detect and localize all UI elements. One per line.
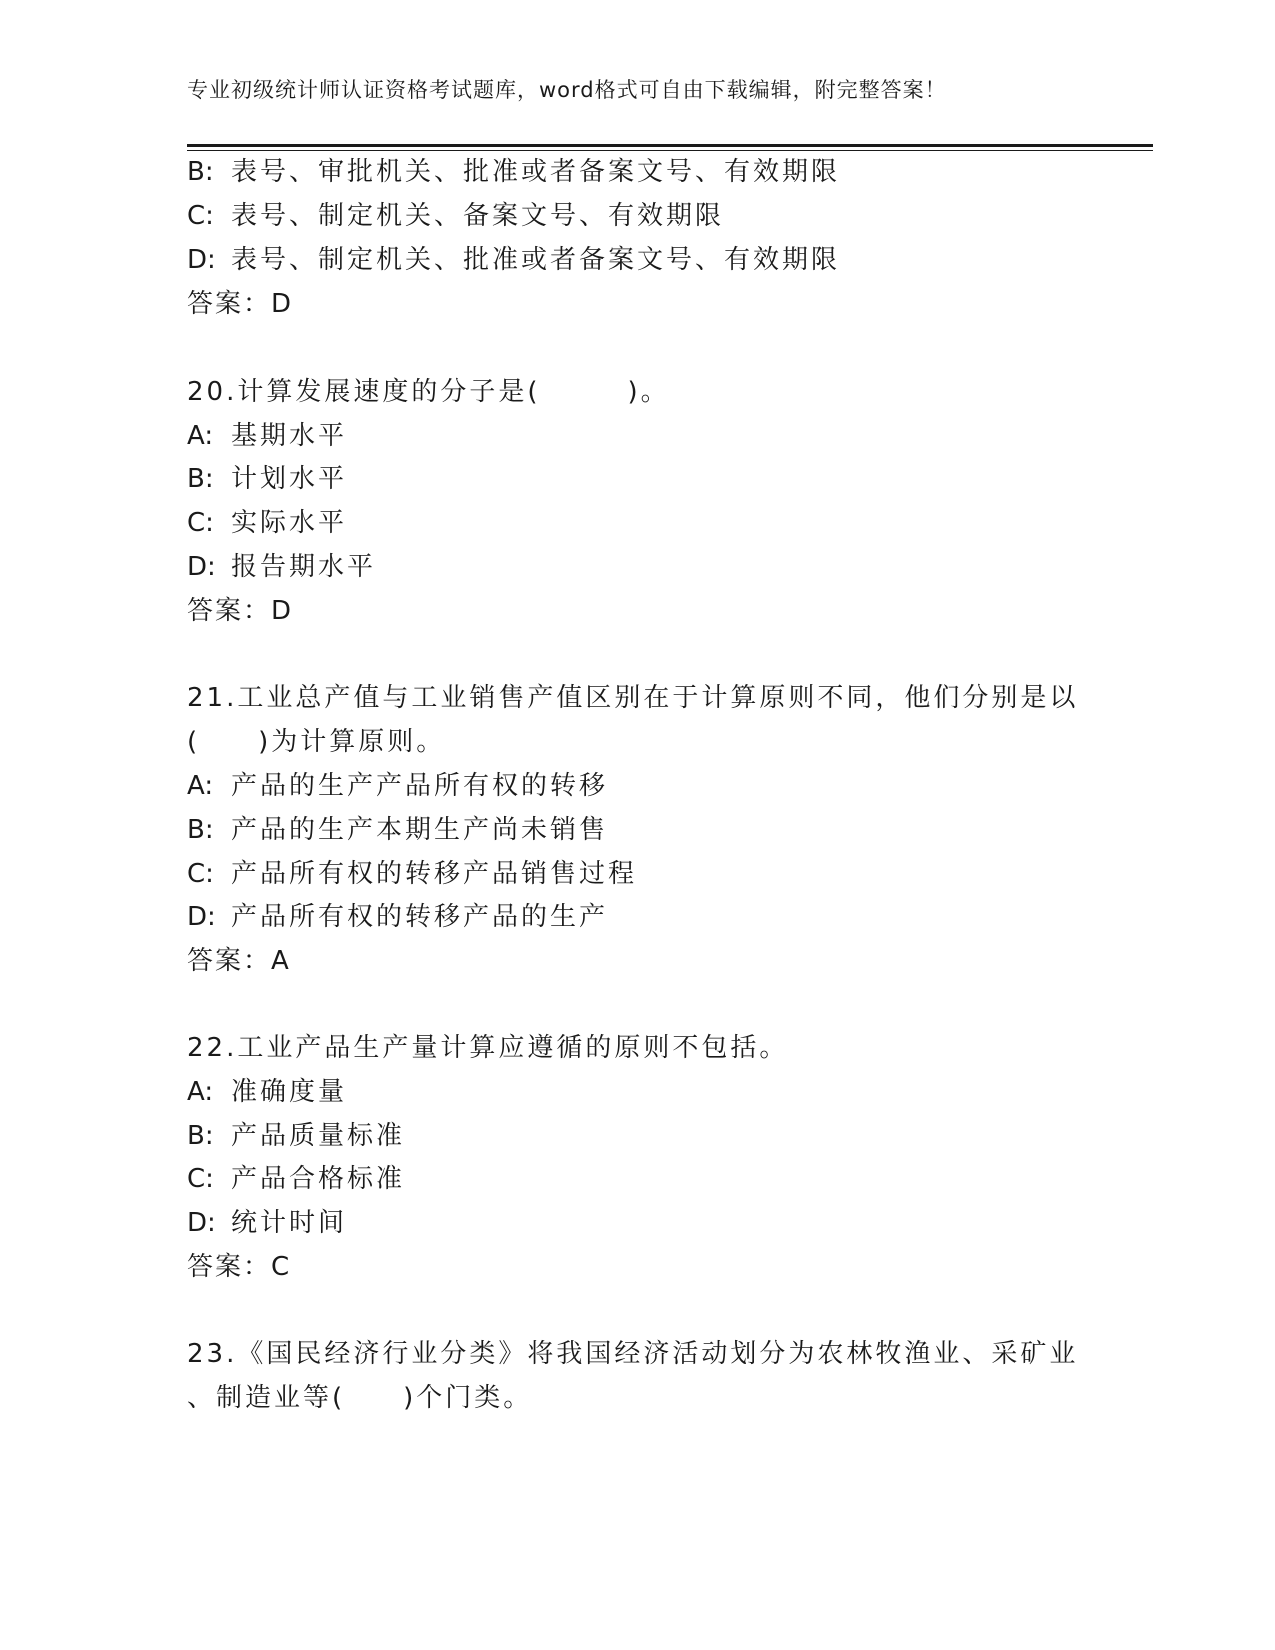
option-key: A: bbox=[187, 421, 214, 451]
q23-question-line1: 23.《国民经济行业分类》将我国经济活动划分为农林牧渔业、采矿业 bbox=[187, 1339, 1079, 1369]
option-key: B: bbox=[187, 157, 214, 187]
q21-question-line1: 21.工业总产值与工业销售产值区别在于计算原则不同，他们分别是以 bbox=[187, 683, 1079, 713]
q21-option-a bbox=[187, 770, 608, 802]
option-text: 表号、制定机关、批准或者备案文号、有效期限 bbox=[231, 245, 841, 275]
q21-question-line2: ( )为计算原则。 bbox=[187, 727, 446, 757]
option-key: A: bbox=[187, 771, 214, 801]
option-key: C: bbox=[187, 859, 214, 889]
option-text: 表号、制定机关、备案文号、有效期限 bbox=[231, 201, 725, 231]
q19-option-d bbox=[187, 244, 840, 276]
option-text: 报告期水平 bbox=[231, 552, 377, 582]
q23-question-line2: 、制造业等( )个门类。 bbox=[187, 1383, 533, 1413]
header-rule-thin bbox=[187, 150, 1153, 151]
option-key: D: bbox=[187, 1208, 216, 1238]
option-text: 实际水平 bbox=[231, 508, 348, 538]
option-key: B: bbox=[187, 815, 214, 845]
option-key: A: bbox=[187, 1077, 214, 1107]
option-text: 基期水平 bbox=[231, 421, 348, 451]
option-text: 产品的生产本期生产尚未销售 bbox=[231, 815, 609, 845]
option-text: 统计时间 bbox=[231, 1208, 348, 1238]
option-key: D: bbox=[187, 902, 216, 932]
q20-answer: 答案：D bbox=[187, 596, 294, 626]
option-key: C: bbox=[187, 508, 214, 538]
option-key: B: bbox=[187, 1121, 214, 1151]
page-header: 专业初级统计师认证资格考试题库，word格式可自由下载编辑，附完整答案！ bbox=[187, 78, 947, 102]
option-key: B: bbox=[187, 464, 214, 494]
option-text: 表号、审批机关、批准或者备案文号、有效期限 bbox=[231, 157, 841, 187]
q21-option-d bbox=[187, 901, 608, 933]
q22-option-b bbox=[187, 1120, 405, 1152]
q21-option-b bbox=[187, 814, 608, 846]
option-text: 产品所有权的转移产品销售过程 bbox=[231, 859, 638, 889]
q19-answer: 答案：D bbox=[187, 289, 294, 319]
q19-option-b bbox=[187, 156, 840, 188]
q20-option-d bbox=[187, 551, 376, 583]
option-text: 产品质量标准 bbox=[231, 1121, 406, 1151]
q21-answer: 答案：A bbox=[187, 946, 291, 976]
q22-option-c bbox=[187, 1163, 405, 1195]
q22-answer: 答案：C bbox=[187, 1252, 292, 1282]
option-text: 产品所有权的转移产品的生产 bbox=[231, 902, 609, 932]
q20-option-a bbox=[187, 420, 347, 452]
q21-option-c bbox=[187, 858, 637, 890]
q20-option-b bbox=[187, 463, 347, 495]
q20-option-c bbox=[187, 507, 347, 539]
option-key: D: bbox=[187, 245, 216, 275]
header-rule-thick bbox=[187, 144, 1153, 147]
option-text: 计划水平 bbox=[231, 464, 348, 494]
option-key: C: bbox=[187, 1164, 214, 1194]
option-text: 准确度量 bbox=[231, 1077, 348, 1107]
q19-option-c bbox=[187, 200, 724, 232]
q20-question: 20.计算发展速度的分子是( )。 bbox=[187, 377, 670, 407]
option-text: 产品合格标准 bbox=[231, 1164, 406, 1194]
option-key: D: bbox=[187, 552, 216, 582]
option-text: 产品的生产产品所有权的转移 bbox=[231, 771, 609, 801]
q22-option-a bbox=[187, 1076, 347, 1108]
q22-question: 22.工业产品生产量计算应遵循的原则不包括。 bbox=[187, 1033, 789, 1063]
option-key: C: bbox=[187, 201, 214, 231]
q22-option-d bbox=[187, 1207, 347, 1239]
